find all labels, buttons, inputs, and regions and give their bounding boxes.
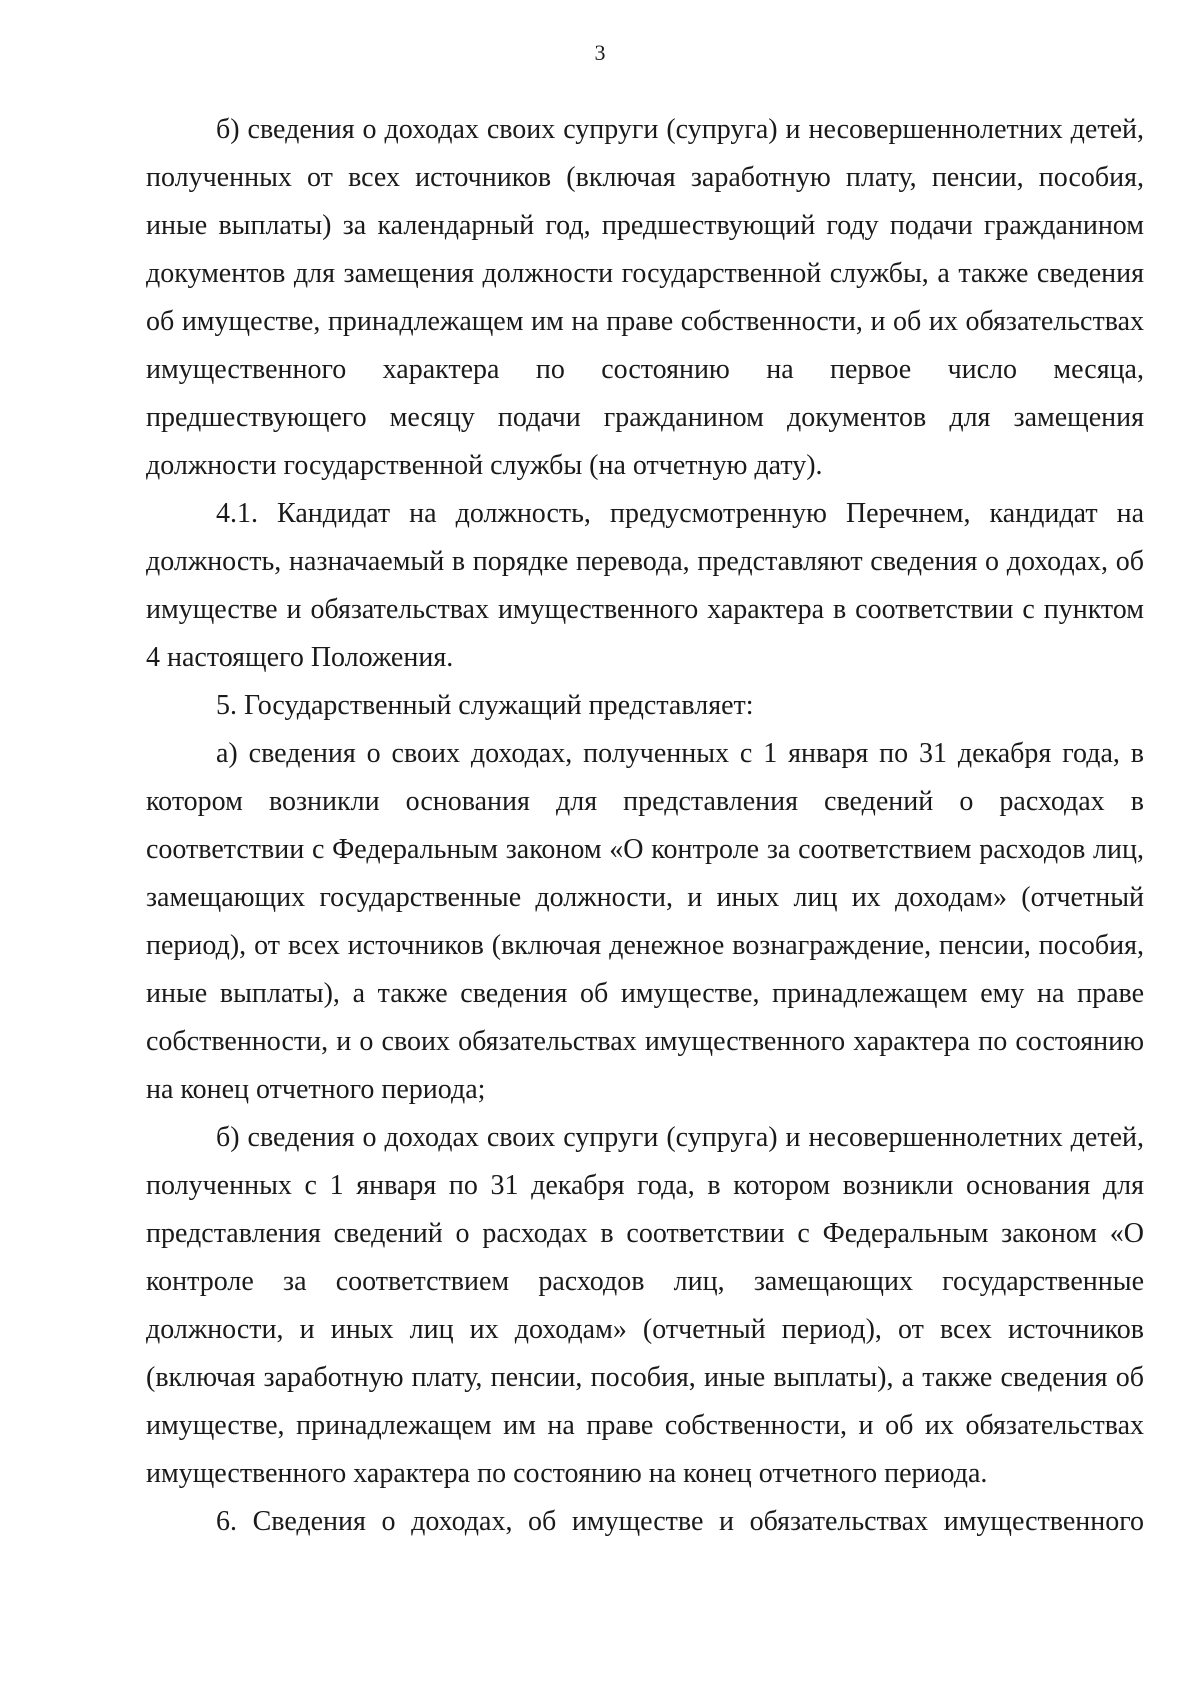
paragraph-5-b: б) сведения о доходах своих супруги (супруга) и несовершеннолетних детей, полученных с 1 января по 31 декабря года, в котором возникли основания для представления сведений о расходах в соответствии с Федеральным законом «О контроле за соответствием расходов лиц, замещающих государственные должности, и иных лиц их доходам» (отчетный период), от всех источников (включая заработную плату, пенсии, пособия, иные выплаты), а также сведения об имуществе, принадлежащем им на праве собственности, и об их обязательствах имущественного характера по состоянию на конец отчетного периода.: [146, 1122, 1144, 1489]
paragraph-4-1: 4.1. Кандидат на должность, предусмотренную Перечнем, кандидат на должность, назначаемый в порядке перевода, представляют сведения о доходах, об имуществе и обязательствах имущественного характера в соответствии с пунктом 4 настоящего Положения.: [146, 498, 1144, 673]
paragraph-5-a: а) сведения о своих доходах, полученных с 1 января по 31 декабря года, в котором возникли основания для представления сведений о расходах в соответствии с Федеральным законом «О контроле за соответствием расходов лиц, замещающих государственные должности, и иных лиц их доходам» (отчетный период), от всех источников (включая денежное вознаграждение, пенсии, пособия, иные выплаты), а также сведения об имуществе, принадлежащем ему на праве собственности, и о своих обязательствах имущественного характера по состоянию на конец отчетного периода;: [146, 738, 1144, 1105]
paragraph-6: 6. Сведения о доходах, об имуществе и обязательствах имущественного: [216, 1506, 1144, 1537]
paragraph-5: 5. Государственный служащий представляет:: [216, 690, 754, 721]
paragraph-4-b: б) сведения о доходах своих супруги (супруга) и несовершеннолетних детей, полученных от всех источников (включая заработную плату, пенсии, пособия, иные выплаты) за календарный год, предшествующий году подачи гражданином документов для замещения должности государственной службы, а также сведения об имуществе, принадлежащем им на праве собственности, и об их обязательствах имущественного характера по состоянию на первое число месяца, предшествующего месяцу подачи гражданином документов для замещения должности государственной службы (на отчетную дату).: [146, 114, 1144, 481]
document-body: [146, 106, 1144, 1546]
page-number: 3: [594, 40, 606, 65]
